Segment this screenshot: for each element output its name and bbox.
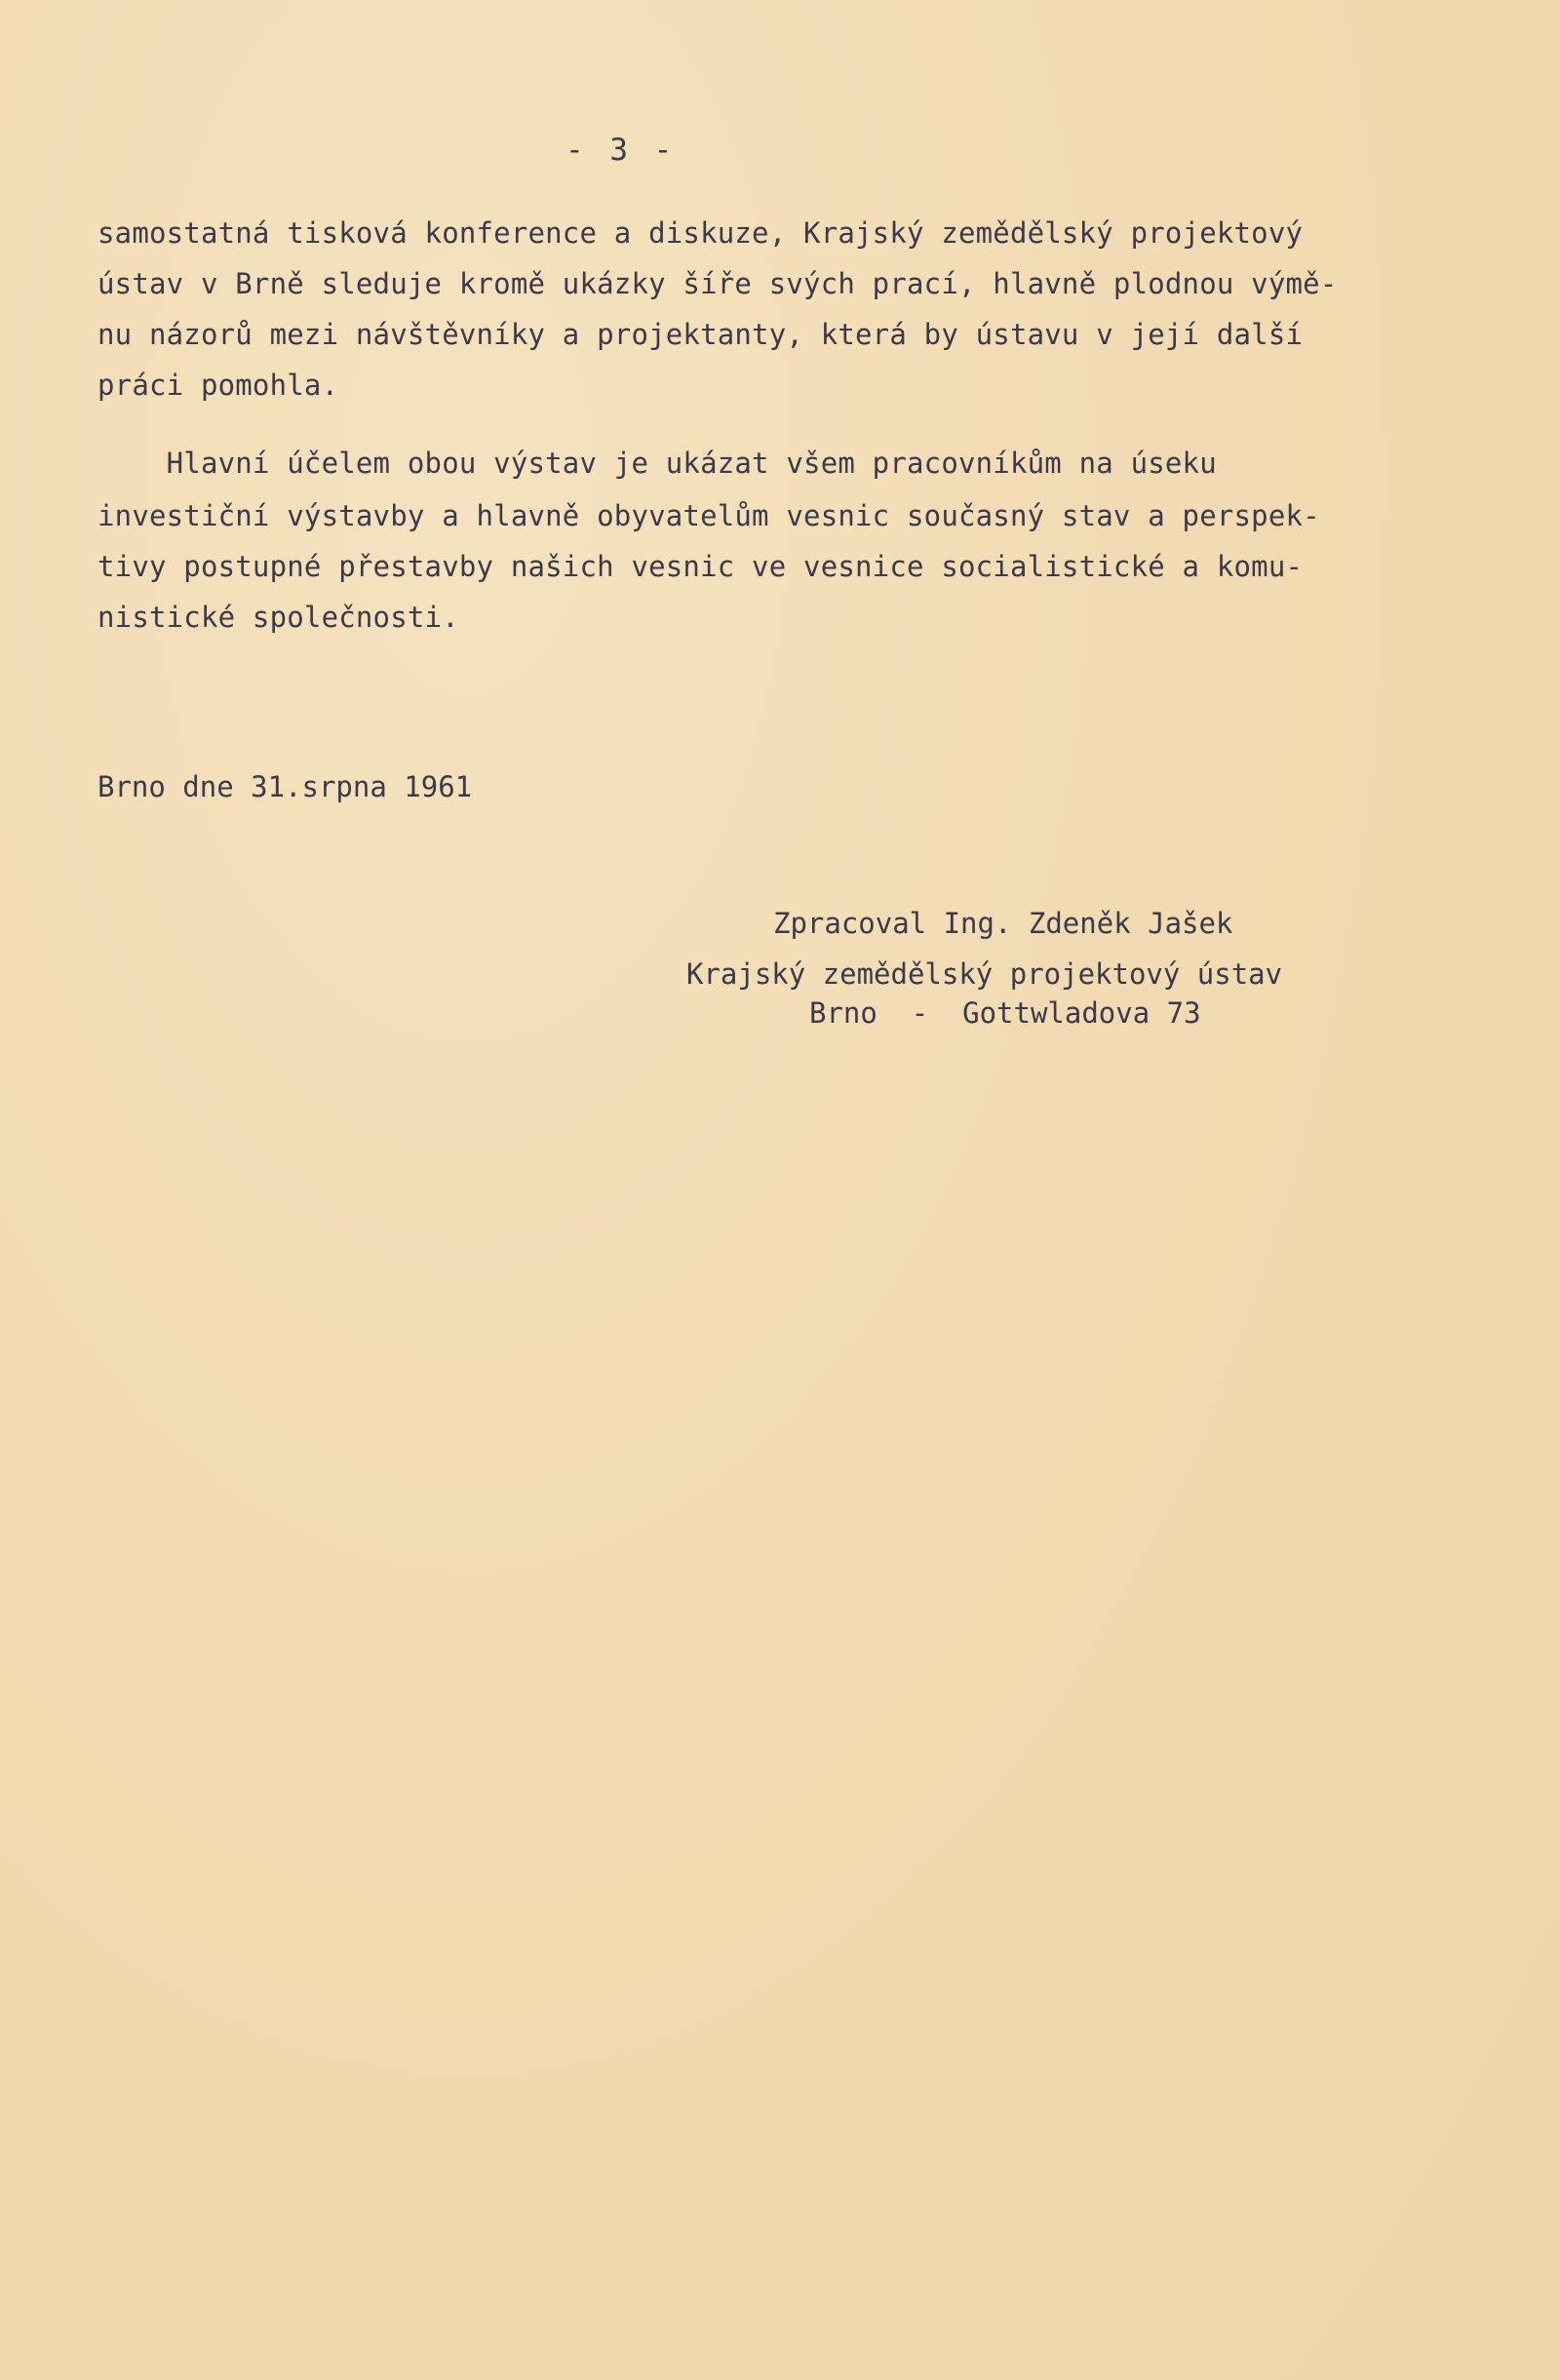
paragraph-2-line: Hlavní účelem obou výstav je ukázat všem pracovníkům na úseku [98,447,1217,480]
paragraph-1-line: nu názorů mezi návštěvníky a projektanty, která by ústavu v její další [98,318,1304,351]
paragraph-2-line: nistické společnosti. [98,601,459,634]
date-line: Brno dne 31.srpna 1961 [98,770,473,803]
signature-address: Brno - Gottwladova 73 [809,996,1201,1030]
paragraph-1-line: ústav v Brně sleduje kromě ukázky šíře svých prací, hlavně plodnou výmě- [98,267,1338,300]
paragraph-1-line: samostatná tisková konference a diskuze, Krajský zemědělský projektový [98,216,1304,250]
paragraph-1-line: práci pomohla. [98,369,339,402]
page-number: - 3 - [566,133,677,168]
signature-prepared-by: Zpracoval Ing. Zdeněk Jašek [773,907,1233,940]
signature-institute: Krajský zemědělský projektový ústav [686,957,1283,991]
paragraph-2-line: tivy postupné přestavby našich vesnic ve vesnice socialistické a komu- [98,550,1304,583]
paragraph-2-line: investiční výstavby a hlavně obyvatelům vesnic současný stav a perspek- [98,499,1320,532]
